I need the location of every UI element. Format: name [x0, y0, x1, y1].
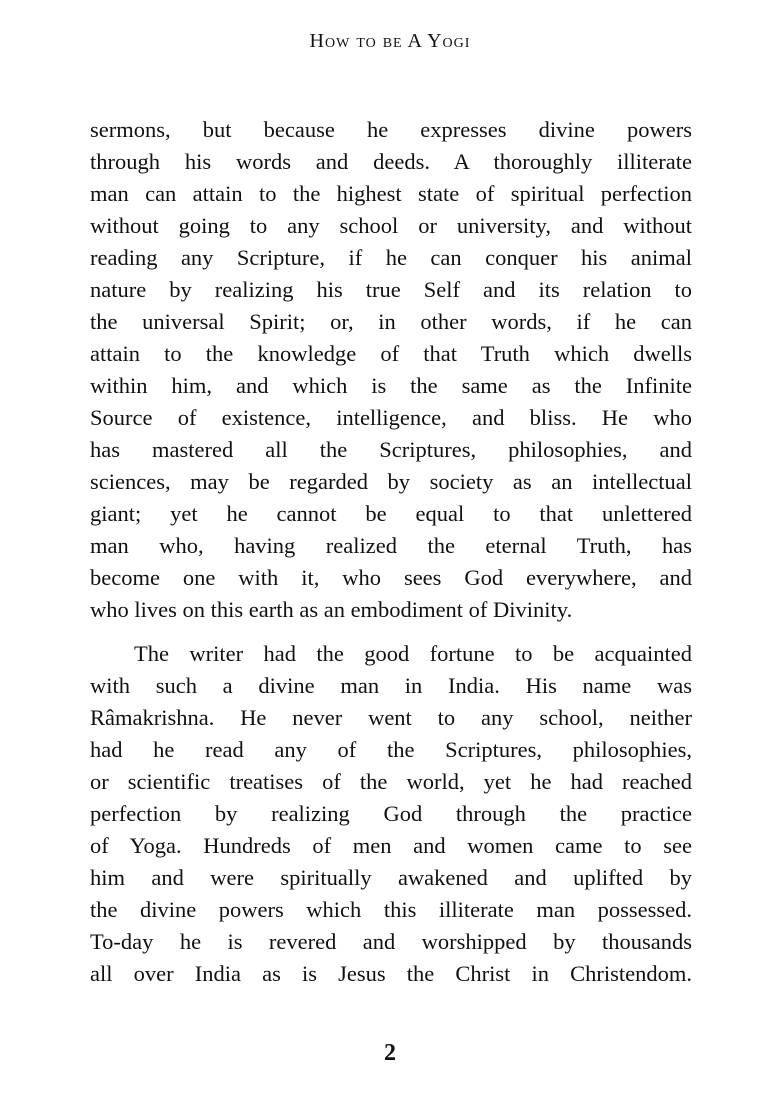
text-line: reading any Scripture, if he can conquer his animal: [90, 245, 692, 270]
running-head: How to be A Yogi: [309, 30, 471, 52]
paragraph-2: [90, 638, 692, 990]
text-line: with such a divine man in India. His name was: [90, 673, 692, 698]
paragraph-1: [90, 114, 692, 626]
text-line: giant; yet he cannot be equal to that unlettered: [90, 501, 692, 526]
text-line: Source of existence, intelligence, and bliss. He who: [90, 405, 692, 430]
text-line: Râmakrishna. He never went to any school, neither: [90, 705, 692, 730]
text-line: him and were spiritually awakened and uplifted by: [90, 865, 692, 890]
body-text: [90, 114, 692, 990]
text-line: sciences, may be regarded by society as an intellectual: [90, 469, 692, 494]
text-line: had he read any of the Scriptures, philosophies,: [90, 737, 692, 762]
text-line: nature by realizing his true Self and its relation to: [90, 277, 692, 302]
text-line: without going to any school or university, and without: [90, 213, 692, 238]
text-line: The writer had the good fortune to be acquainted: [134, 641, 692, 666]
text-line: attain to the knowledge of that Truth which dwells: [90, 341, 692, 366]
text-line: the divine powers which this illiterate man possessed.: [90, 897, 692, 922]
text-line: or scientific treatises of the world, yet he had reached: [90, 769, 692, 794]
page-number: 2: [384, 1040, 396, 1066]
text-line: has mastered all the Scriptures, philosophies, and: [90, 437, 692, 462]
text-line: of Yoga. Hundreds of men and women came to see: [90, 833, 692, 858]
text-line: sermons, but because he expresses divine powers: [90, 117, 692, 142]
text-line: To-day he is revered and worshipped by thousands: [90, 929, 692, 954]
text-line: perfection by realizing God through the practice: [90, 801, 692, 826]
text-line: man can attain to the highest state of spiritual perfection: [90, 181, 692, 206]
text-line: through his words and deeds. A thoroughly illiterate: [90, 149, 692, 174]
text-line: the universal Spirit; or, in other words, if he can: [90, 309, 692, 334]
text-line: within him, and which is the same as the Infinite: [90, 373, 692, 398]
text-line: all over India as is Jesus the Christ in Christendom.: [90, 961, 692, 986]
text-line: become one with it, who sees God everywhere, and: [90, 565, 692, 590]
text-line: who lives on this earth as an embodiment of Divinity.: [90, 597, 573, 622]
text-line: man who, having realized the eternal Truth, has: [90, 533, 692, 558]
